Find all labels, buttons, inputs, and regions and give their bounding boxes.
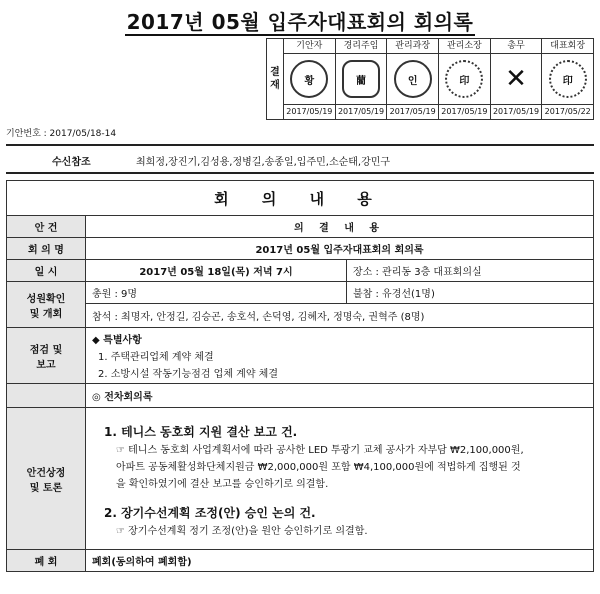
- agenda-item-text: ☞ 장기수선계획 정기 조정(안)을 원안 승인하기로 의결함.: [116, 525, 368, 537]
- recipients-label: 수신참조: [52, 157, 91, 168]
- total-members: 총원 : 9명: [86, 282, 347, 304]
- approval-date: 2017/05/19: [336, 104, 387, 119]
- approval-date: 2017/05/19: [284, 104, 335, 119]
- agenda-item-title: 1. 테니스 동호회 지원 결산 보고 건.: [104, 424, 298, 439]
- signature-seal: 인: [394, 60, 432, 98]
- approval-cell: [541, 39, 593, 119]
- agenda-header: 의 결 내 용: [86, 216, 594, 238]
- agenda-label: 안 건: [7, 216, 86, 238]
- recipients-value: 최희정,장진기,김성용,정병길,송종일,입주민,소순태,강민구: [136, 157, 391, 168]
- deliberation-label: 안건상정 및 토론: [7, 408, 86, 550]
- table-heading: 회 의 내 용: [7, 181, 594, 216]
- check-report-label: 점검 및 보고: [7, 328, 86, 384]
- absent-members: 불참 : 유경선(1명): [347, 282, 594, 304]
- approval-side-label: 결 재: [267, 39, 284, 119]
- meeting-name-label: 회 의 명: [7, 238, 86, 260]
- attendees: 참석 : 최명자, 안정길, 김승곤, 송호석, 손덕영, 김혜자, 정명숙, 권혁주 (8명): [86, 304, 594, 328]
- approval-cell: [438, 39, 490, 119]
- approval-role: 대표회장: [542, 39, 593, 54]
- approval-cell: [335, 39, 387, 119]
- approval-role: 관리소장: [439, 39, 490, 54]
- closing-text: 폐회(동의하여 폐회함): [86, 550, 594, 572]
- agenda-item-title: 2. 장기수선계획 조정(안) 승인 논의 건.: [104, 505, 316, 520]
- previous-minutes: ◎ 전차회의록: [86, 384, 594, 408]
- approval-role: 기안자: [284, 39, 335, 54]
- approval-role: 경리주임: [336, 39, 387, 54]
- approval-cell: [284, 39, 335, 119]
- approval-role: 관리과장: [387, 39, 438, 54]
- meeting-name: 2017년 05월 입주자대표회의 회의록: [86, 238, 594, 260]
- approval-box: [266, 38, 594, 120]
- special-heading: ◆ 특별사항: [92, 335, 142, 346]
- approval-date: 2017/05/19: [439, 104, 490, 119]
- meeting-place: 장소 : 관리동 3층 대표회의실: [347, 260, 594, 282]
- quorum-label: 성원확인 및 개회: [7, 282, 86, 328]
- approval-date: 2017/05/19: [387, 104, 438, 119]
- minutes-table: [6, 180, 594, 572]
- document-title: 2017년 05월 입주자대표회의 회의록: [126, 10, 474, 34]
- signature-seal: 印: [445, 60, 483, 98]
- closing-label: 폐 회: [7, 550, 86, 572]
- special-item: 2. 소방시설 작동기능점검 업체 계약 체결: [98, 369, 278, 380]
- recipients-row: [6, 144, 594, 174]
- signature-mark: ✕: [505, 64, 527, 94]
- agenda-item-text: 아파트 공동체활성화단체지원금 ₩2,000,000원 포함 ₩4,100,000원에 적법하게 집행된 것: [116, 461, 521, 473]
- approval-cell: [386, 39, 438, 119]
- agenda-item-text: 을 확인하였기에 결산 보고를 승인하기로 의결함.: [116, 478, 329, 490]
- meeting-datetime: 2017년 05월 18일(목) 저녁 7시: [86, 260, 347, 282]
- approval-date: 2017/05/19: [491, 104, 542, 119]
- document-number: 기안번호 : 2017/05/18-14: [6, 129, 117, 139]
- signature-seal: 印: [549, 60, 587, 98]
- special-notes: [86, 328, 594, 384]
- blank-label: [7, 384, 86, 408]
- agenda-item-text: ☞ 테니스 동호회 사업계획서에 따라 공사한 LED 투광기 교체 공사가 자부담 ₩2,100,000원,: [116, 444, 524, 456]
- special-item: 1. 주택관리업체 계약 체결: [98, 352, 214, 363]
- signature-seal: 황: [290, 60, 328, 98]
- approval-date: 2017/05/22: [542, 104, 593, 119]
- approval-role: 총무: [491, 39, 542, 54]
- signature-seal: 藺: [342, 60, 380, 98]
- datetime-label: 일 시: [7, 260, 86, 282]
- approval-cell: [490, 39, 542, 119]
- deliberation-content: [86, 408, 594, 550]
